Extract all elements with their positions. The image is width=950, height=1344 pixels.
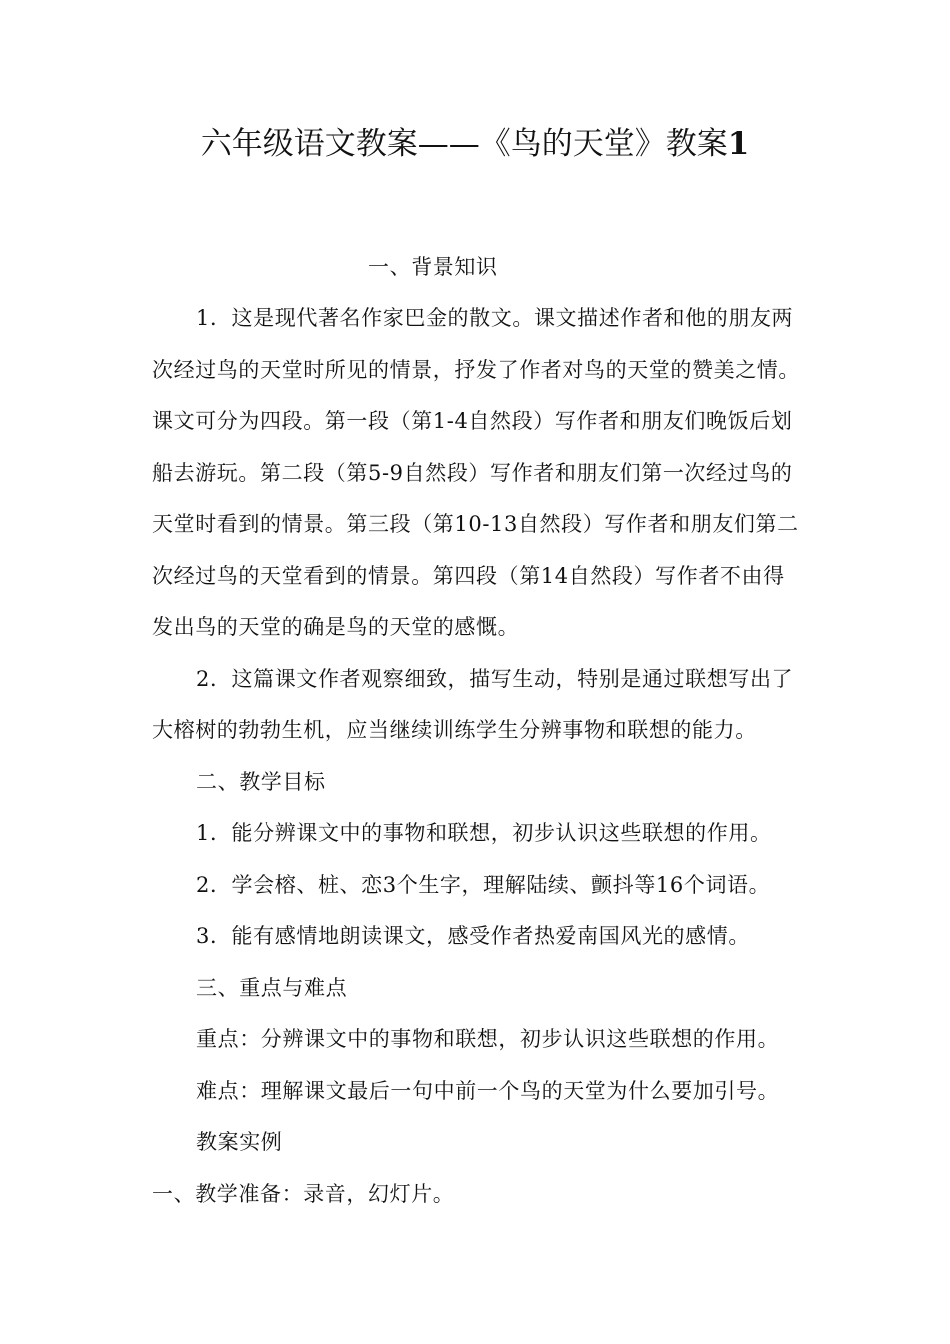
goal-item-2: 2．学会榕、桩、恋3个生字，理解陆续、颤抖等16个词语。 bbox=[196, 872, 771, 897]
teaching-preparation: 一、教学准备：录音，幻灯片。 bbox=[152, 1181, 455, 1206]
paragraph-background-1: 1．这是现代著名作家巴金的散文。课文描述作者和他的朋友两次经过鸟的天堂时所见的情景，抒发了作者对鸟的天堂的赞美之情。课文可分为四段。第一段（第1-4自然段）写作者和朋友们晚饭后划船去游玩。第二段（第5-9自然段）写作者和朋友们第一次经过鸟的天堂时看到的情景。第三段（第10-13自然段）写作者和朋友们第二次经过鸟的天堂看到的情景。第四段（第14自然段）写作者不由得发出鸟的天堂的确是鸟的天堂的感慨。 bbox=[152, 306, 800, 639]
section-heading-goals: 二、教学目标 bbox=[196, 769, 326, 794]
document-title bbox=[0, 118, 950, 170]
difficulty-text: 难点：理解课文最后一句中前一个鸟的天堂为什么要加引号。 bbox=[196, 1078, 780, 1103]
document-title-text: 六年级语文教案——《鸟的天堂》教案 bbox=[200, 126, 728, 162]
document-title-number: 1 bbox=[727, 126, 750, 162]
section-heading-background: 一、背景知识 bbox=[368, 255, 498, 279]
goal-item-3: 3．能有感情地朗读课文，感受作者热爱南国风光的感情。 bbox=[196, 924, 750, 948]
example-heading: 教案实例 bbox=[196, 1130, 283, 1154]
document-body bbox=[152, 293, 804, 1220]
goal-item-1: 1．能分辨课文中的事物和联想，初步认识这些联想的作用。 bbox=[196, 821, 772, 845]
paragraph-background-2: 2．这篇课文作者观察细致，描写生动，特别是通过联想写出了大榕树的勃勃生机，应当继续训练学生分辨事物和联想的能力。 bbox=[152, 666, 794, 742]
section-heading-key-points: 三、重点与难点 bbox=[196, 975, 348, 1000]
key-point-text: 重点：分辨课文中的事物和联想，初步认识这些联想的作用。 bbox=[196, 1027, 780, 1051]
